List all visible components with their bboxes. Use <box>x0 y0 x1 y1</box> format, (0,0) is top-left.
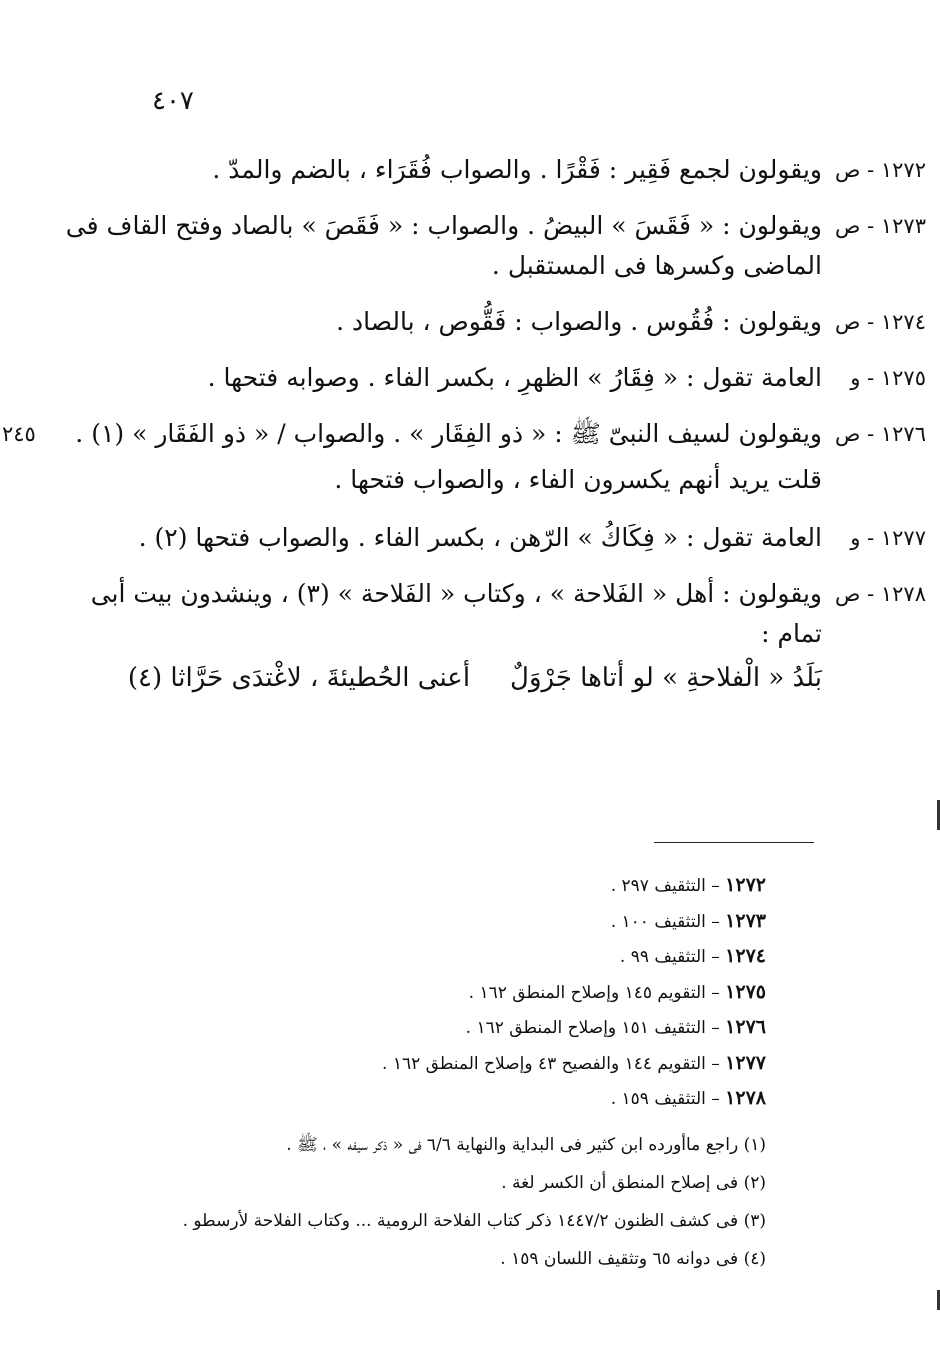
source-text: – التثقيف ٢٩٧ . <box>610 876 720 896</box>
entry-1275 <box>60 358 926 398</box>
source-text: – التثقيف ١٥١ وإصلاح المنطق ١٦٢ . <box>465 1018 720 1038</box>
source-row <box>382 1046 766 1082</box>
footnote-separator <box>654 842 814 843</box>
source-row <box>382 868 766 904</box>
entry-1272 <box>60 150 926 190</box>
source-row <box>382 939 766 975</box>
entry-number: ١٢٧٨ - ص <box>835 582 926 606</box>
entry-number: ١٢٧٣ - ص <box>835 214 926 238</box>
entry-number: ١٢٧٤ - ص <box>835 310 926 334</box>
source-text: – التثقيف ٩٩ . <box>619 947 720 967</box>
source-text: – التقويم ١٤٥ وإصلاح المنطق ١٦٢ . <box>468 982 720 1003</box>
page-number: ٤٠٧ <box>152 86 194 116</box>
margin-page-reference: ٢٤٥ <box>2 422 36 446</box>
source-number: ١٢٧٧ <box>725 1051 766 1074</box>
verse-first-hemistich: بَلَدُ « الْفلاحةِ » لو أتاها جَرْوَلٌ <box>510 663 822 693</box>
sources-list <box>382 868 766 1117</box>
entry-text: ويقولون : « فَقَسَ » البيضُ . والصواب : « فَقَصَ » بالصاد وفتح القاف فى الماضى وكسرها فى المستقبل . <box>65 211 822 280</box>
entry-1277 <box>60 518 926 558</box>
entry-1274 <box>60 302 926 342</box>
entry-number: ١٢٧٥ - و <box>850 366 926 390</box>
entry-text: ويقولون : أهل « الفَلاحة » ، وكتاب « الفَلاحة » (٣) ، وينشدون بيت أبى تمام : <box>90 579 822 648</box>
entry-1278 <box>60 574 926 698</box>
source-row <box>382 1081 766 1117</box>
poetry-verse <box>60 658 822 698</box>
entry-number: ١٢٧٦ - ص <box>835 422 926 446</box>
entry-number: ١٢٧٧ - و <box>850 526 926 550</box>
source-number: ١٢٧٢ <box>725 874 766 896</box>
verse-second-hemistich: أعنى الحُطيئةَ ، لاغْتدَى حَرَّاثا (٤) <box>127 663 471 693</box>
source-row <box>382 904 766 940</box>
source-row <box>382 1010 766 1046</box>
source-text: – التثقيف ١٠٠ . <box>610 911 720 932</box>
source-number: ١٢٧٨ <box>725 1087 766 1109</box>
footnote-1: (١) راجع ماأورده ابن كثير فى البداية والنهاية ٦/٦ فى « ذكر سيفه » ، ﷺ . <box>286 1135 766 1155</box>
entry-text: العامة تقول : « فِقَارُ » الظهرِ ، بكسر الفاء . وصوابه فتحها . <box>207 363 822 392</box>
entry-text: ويقولون لسيف النبىّ ﷺ : « ذو الفِقَار » . والصواب / « ذو الفَقَار » (١) . <box>75 419 822 448</box>
entry-number: ١٢٧٢ - ص <box>835 158 926 182</box>
entry-comment: قلت يريد أنهم يكسرون الفاء ، والصواب فتحها . <box>334 465 822 494</box>
entry-text: ويقولون : فُقُوس . والصواب : فَقُّوص ، بالصاد . <box>336 307 822 336</box>
entry-text: العامة تقول : « فِكَاكُ » الرّهن ، بكسر الفاء . والصواب فتحها (٢) . <box>138 523 822 552</box>
source-number: ١٢٧٥ <box>725 980 766 1003</box>
footnotes-list <box>183 1126 766 1278</box>
entry-text: ويقولون لجمع فَقِير : فَقْرًا . والصواب فُقَرَاء ، بالضم والمدّ . <box>212 155 822 184</box>
entry-1273 <box>60 206 926 286</box>
entry-1276 <box>2 414 926 500</box>
footnote-2: (٢) فى إصلاح المنطق أن الكسر لغة . <box>501 1173 766 1193</box>
source-row <box>382 975 766 1011</box>
source-number: ١٢٧٣ <box>725 909 766 932</box>
entries-section <box>2 150 926 714</box>
source-number: ١٢٧٤ <box>725 945 766 967</box>
footnote-3: (٣) فى كشف الظنون ١٤٤٧/٢ ذكر كتاب الفلاحة الرومية ... وكتاب الفلاحة لأرسطو . <box>182 1211 766 1231</box>
source-text: – التثقيف ١٥٩ . <box>610 1089 720 1109</box>
footnote-4: (٤) فى دوانه ٦٥ وتثقيف اللسان ١٥٩ . <box>500 1249 766 1269</box>
source-number: ١٢٧٦ <box>725 1016 766 1038</box>
source-text: – التقويم ١٤٤ والفصيح ٤٣ وإصلاح المنطق ١٦٢ . <box>382 1053 720 1074</box>
